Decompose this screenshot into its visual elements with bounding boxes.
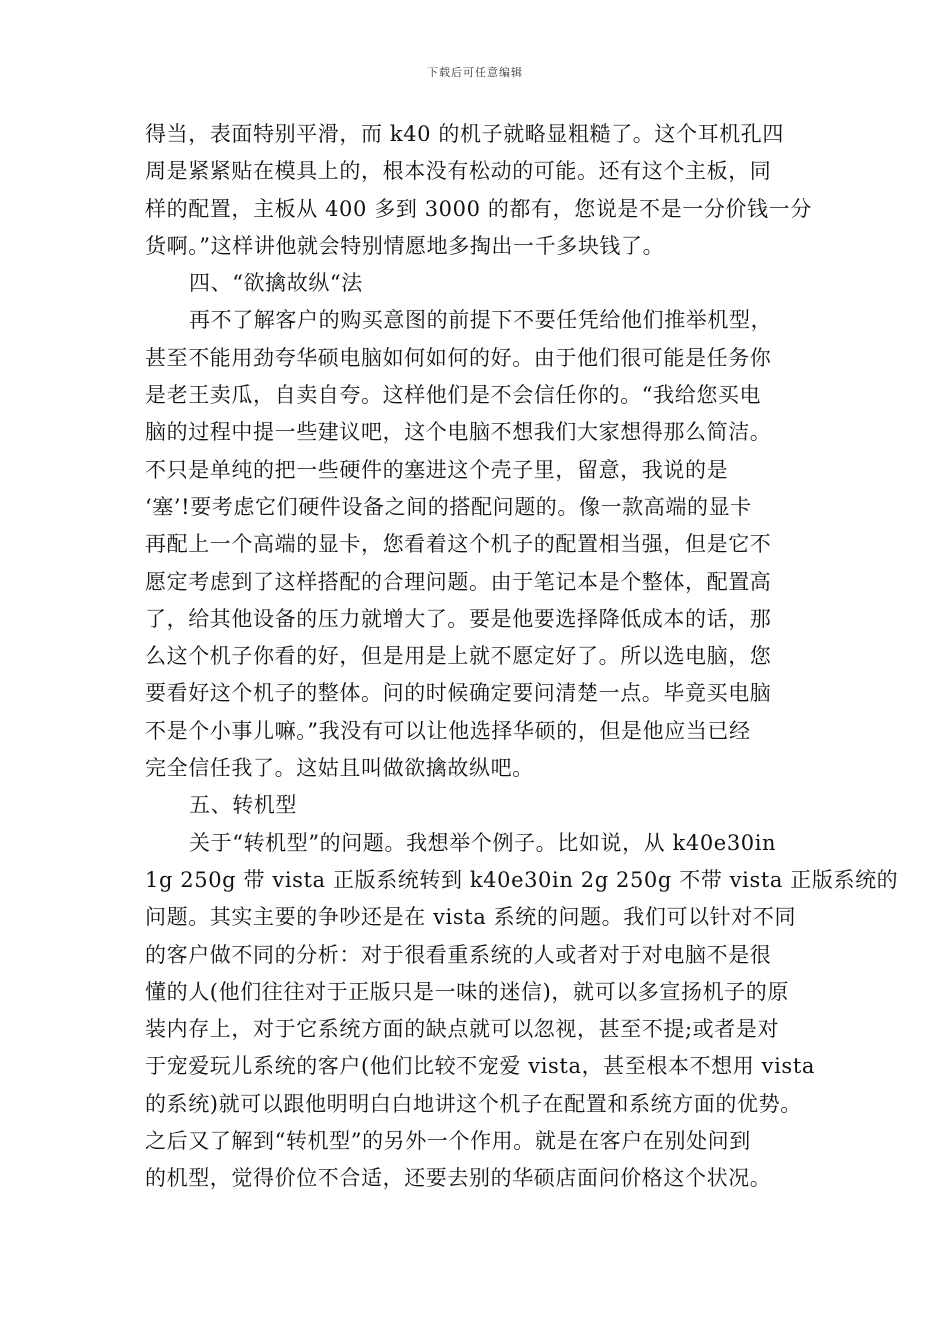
- text-line: 不是个小事儿嘛。”我没有可以让他选择华硕的，但是他应当已经: [145, 718, 751, 743]
- text-line: 要看好这个机子的整体。问的时候确定要问清楚一点。毕竟买电脑: [145, 681, 772, 706]
- text-line: 再不了解客户的购买意图的前提下不要任凭给他们推举机型，: [189, 308, 773, 333]
- text-line: 装内存上，对于它系统方面的缺点就可以忽视，甚至不提;或者是对: [145, 1017, 780, 1042]
- text-line: 完全信任我了。这姑且叫做欲擒故纵吧。: [145, 756, 534, 781]
- text-line: 脑的过程中提一些建议吧，这个电脑不想我们大家想得那么简洁。: [145, 420, 772, 445]
- text-line: 么这个机子你看的好，但是用是上就不愿定好了。所以选电脑，您: [145, 644, 772, 669]
- body-text: [145, 116, 899, 1198]
- text-line: 了，给其他设备的压力就增大了。要是他要选择降低成本的话，那: [145, 606, 772, 631]
- text-line: 于宠爱玩儿系统的客户(他们比较不宠爱 vista，甚至根本不想用 vista: [145, 1054, 815, 1079]
- text-line: 甚至不能用劲夸华硕电脑如何如何的好。由于他们很可能是任务你: [145, 345, 772, 370]
- text-line: 的机型，觉得价位不合适，还要去别的华硕店面问价格这个状况。: [145, 1166, 772, 1191]
- section-heading-four: 四、“欲擒故纵“法: [189, 271, 363, 296]
- text-line: 之后又了解到“转机型”的另外一个作用。就是在客户在别处问到: [145, 1129, 751, 1154]
- text-line: ‘塞’!要考虑它们硬件设备之间的搭配问题的。像一款高端的显卡: [145, 494, 752, 519]
- text-line: 是老王卖瓜，自卖自夸。这样他们是不会信任你的。“我给您买电: [145, 383, 762, 408]
- text-line: 愿定考虑到了这样搭配的合理问题。由于笔记本是个整体，配置高: [145, 569, 772, 594]
- section-heading-five: 五、转机型: [189, 793, 297, 818]
- text-line: 关于“转机型”的问题。我想举个例子。比如说，从 k40e30in: [189, 830, 777, 855]
- header-note: 下载后可任意编辑: [427, 66, 523, 79]
- text-line: 周是紧紧贴在模具上的，根本没有松动的可能。还有这个主板，同: [145, 159, 772, 184]
- text-line: 得当，表面特别平滑，而 k40 的机子就略显粗糙了。这个耳机孔四: [145, 122, 784, 146]
- text-line: 1g 250g 带 vista 正版系统转到 k40e30in 2g 250g 不带 vista 正版系统的: [145, 867, 899, 892]
- text-line: 问题。其实主要的争吵还是在 vista 系统的问题。我们可以针对不同: [145, 905, 797, 930]
- text-line: 样的配置，主板从 400 多到 3000 的都有，您说是不是一分价钱一分: [145, 196, 812, 221]
- text-line: 货啊。”这样讲他就会特别情愿地多掏出一千多块钱了。: [145, 233, 665, 258]
- text-line: 懂的人(他们往往对于正版只是一味的迷信)，就可以多宣扬机子的原: [145, 979, 789, 1004]
- text-line: 再配上一个高端的显卡，您看着这个机子的配置相当强，但是它不: [145, 532, 772, 557]
- text-line: 的客户做不同的分析：对于很看重系统的人或者对于对电脑不是很: [145, 942, 772, 967]
- text-line: 的系统)就可以跟他明明白白地讲这个机子在配置和系统方面的优势。: [145, 1091, 802, 1116]
- text-line: 不只是单纯的把一些硬件的塞进这个壳子里，留意，我说的是: [145, 457, 729, 482]
